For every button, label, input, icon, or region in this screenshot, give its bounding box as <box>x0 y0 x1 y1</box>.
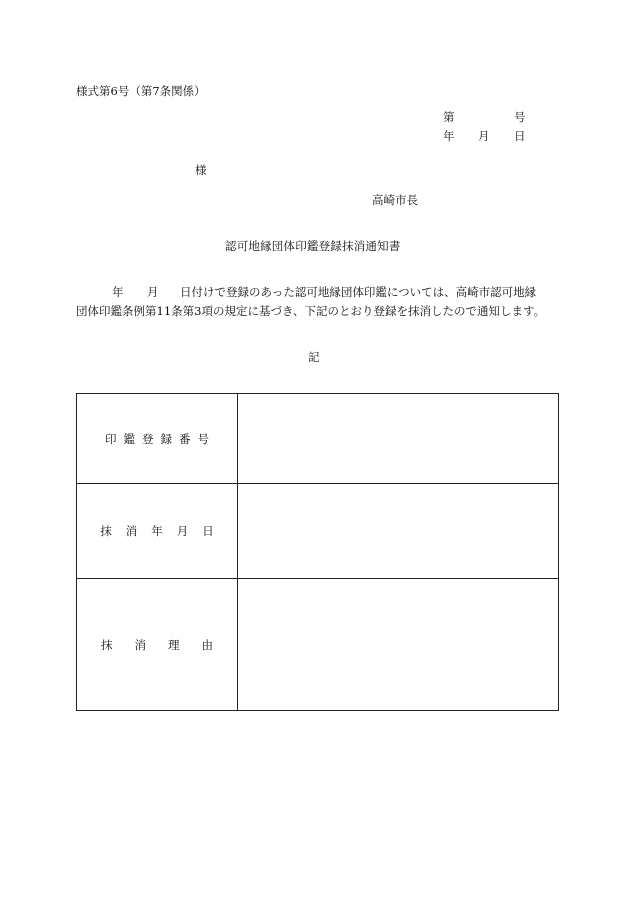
body-text-line-1: 日付けで登録のあった認可地縁団体印鑑については、高崎市認可地縁 <box>180 285 537 299</box>
body-year-label: 年 <box>112 285 124 299</box>
date-month-label: 月 <box>478 129 490 143</box>
deletion-reason-label: 抹 消 理 由 <box>77 579 238 711</box>
body-month-label: 月 <box>147 285 159 299</box>
addressee-honorific: 様 <box>195 163 207 177</box>
deletion-date-value <box>238 484 559 579</box>
body-text-line-2: 団体印鑑条例第11条第3項の規定に基づき、下記のとおり登録を抹消したので通知します。 <box>76 304 546 318</box>
seal-registration-number-label: 印 鑑 登 録 番 号 <box>77 394 238 484</box>
table-row <box>77 394 559 484</box>
document-number-label: 第 <box>443 110 455 124</box>
document-title: 認可地縁団体印鑑登録抹消通知書 <box>225 239 401 253</box>
table-row <box>77 579 559 711</box>
deletion-date-label: 抹 消 年 月 日 <box>77 484 238 579</box>
ki-heading: 記 <box>308 350 320 364</box>
issuer-name: 高崎市長 <box>372 193 418 207</box>
document-number-suffix: 号 <box>514 110 526 124</box>
detail-table <box>76 393 559 711</box>
form-number: 様式第6号（第7条関係） <box>76 84 206 98</box>
date-day-label: 日 <box>514 129 526 143</box>
deletion-reason-value <box>238 579 559 711</box>
seal-registration-number-value <box>238 394 559 484</box>
date-year-label: 年 <box>443 129 455 143</box>
table-row <box>77 484 559 579</box>
